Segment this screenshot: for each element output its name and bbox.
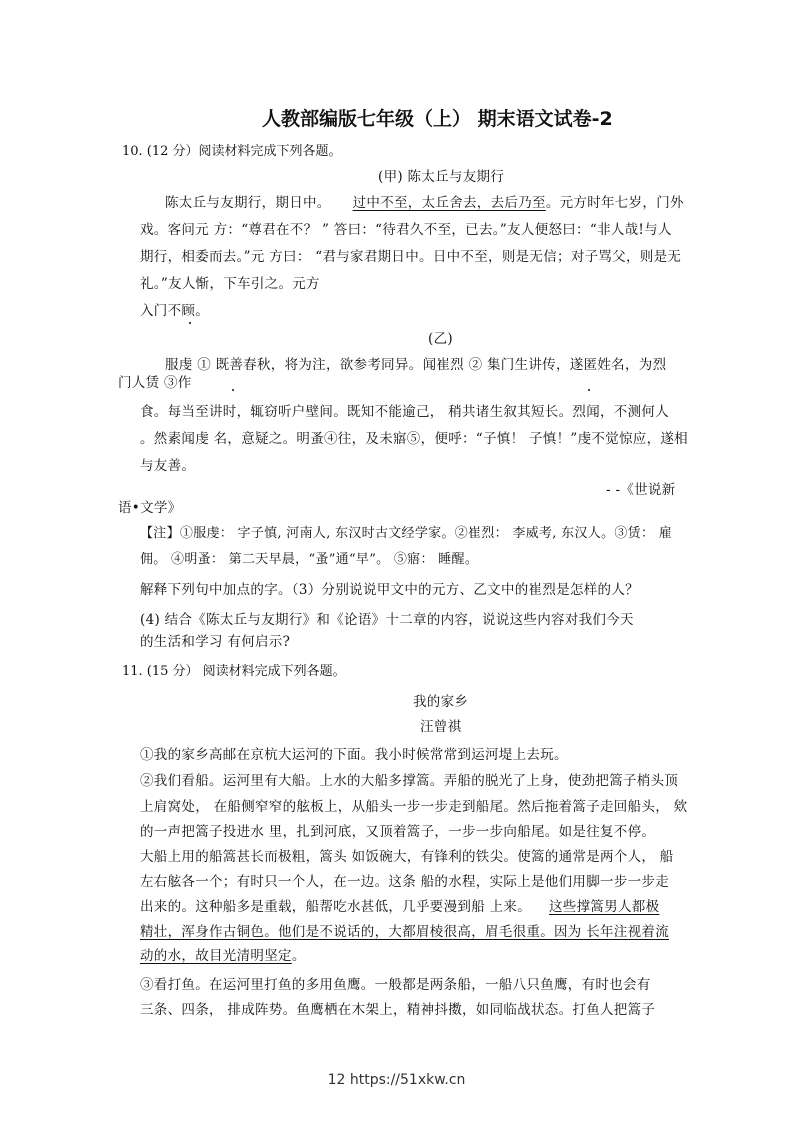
emphasis-dot — [232, 389, 234, 391]
essay-paragraph — [140, 944, 306, 964]
jia-underlined-text: 过中不至，太丘舍去，去后乃至 — [352, 195, 546, 211]
passage-yi-line: 服虔 ① 既善春秋，将为注，欲参考同异。闻崔烈 ② 集门生讲传，遂匿姓名，为烈 — [165, 357, 667, 373]
jia-text: 陈太丘与友期行，期日中。 — [165, 195, 331, 211]
passage-jia-line: 期行，相委而去。”元 方曰： “君与家君期日中。日中不至，则是无信；对子骂父，则是无 — [140, 249, 682, 265]
passage-yi-line: 与友善。 — [140, 458, 196, 474]
emphasis-dot — [588, 389, 590, 391]
essay-underlined-text: 动的水，故目光清明坚定 — [140, 948, 292, 964]
task-4: (4) 结合《陈太丘与友期行》和《论语》十二章的内容，说说这些内容对我们今天 — [140, 612, 634, 628]
essay-paragraph: 大船上用的船篙甚长而极粗，篙头 如饭碗大，有锋利的铁尖。使篙的通常是两个人， 船 — [140, 849, 674, 865]
essay-text: 。 — [291, 948, 306, 964]
essay-paragraph: 的一声把篙子投进水 里，扎到河底，又顶着篙子，一步一步向船尾。如是往复不停。 — [140, 824, 656, 840]
jia-text: 。元方时年七岁，门外 — [545, 195, 684, 211]
essay-title: 我的家乡 — [413, 694, 469, 710]
question-10-heading: 10. (12 分）阅读材料完成下列各题。 — [122, 144, 342, 159]
passage-jia-title: (甲) 陈太丘与友期行 — [378, 169, 505, 185]
question-11-heading: 11. (15 分） 阅读材料完成下列各题。 — [122, 664, 346, 679]
passage-yi-line: 。然素闻虔 名，意疑之。明蚤④往，及未寤⑤，便呼：“子慎！ 子慎！”虔不觉惊应，遂相 — [140, 431, 688, 447]
task-3: 解释下列句中加点的字。（3）分别说说甲文中的元方、乙文中的崔烈是怎样的人？ — [140, 582, 639, 598]
passage-jia-line — [165, 191, 684, 211]
page-footer: 12 https://51xkw.cn — [327, 1072, 466, 1088]
passage-jia-line: 入门不顾。 — [140, 303, 209, 319]
passage-source: - -《世说新 — [606, 482, 676, 498]
annotation-note: 【注】①服虔： 字子慎, 河南人, 东汉时古文经学家。②崔烈： 李威考, 东汉人。③赁： 雇 — [140, 526, 672, 541]
task-4: 的生活和学习 有何启示? — [140, 634, 291, 650]
essay-paragraph: ③看打鱼。在运河里打鱼的多用鱼鹰。一般都是两条船，一船八只鱼鹰，有时也会有 — [140, 977, 651, 993]
essay-underlined-text: 精壮，浑身作古铜色。他们是不说话的，大都眉棱很高，眉毛很重。因为 长年注视着流 — [140, 924, 669, 940]
passage-jia-line: 礼。”友人惭，下车引之。元方 — [140, 276, 320, 292]
passage-yi-line: 门人赁 ③作 — [118, 375, 192, 391]
essay-paragraph — [140, 895, 659, 915]
essay-underlined-text: 这些撑篙男人都极 — [549, 899, 660, 915]
essay-paragraph: ①我的家乡高邮在京杭大运河的下面。我小时候常常到运河堤上去玩。 — [140, 747, 568, 763]
passage-yi-title: (乙) — [428, 331, 453, 347]
passage-source: 语•文学》 — [118, 500, 182, 516]
essay-paragraph: 上肩窝处， 在船侧窄窄的舷板上，从船头一步一步走到船尾。然后拖着篙子走回船头， 欸 — [140, 799, 688, 815]
essay-paragraph: 左右舷各一个；有时只一个人，在一边。这条 船的水程，实际上是他们用脚一步一步走 — [140, 874, 669, 890]
page-title: 人教部编版七年级（上） 期末语文试卷-2 — [262, 108, 613, 130]
essay-paragraph: ②我们看船。运河里有大船。上水的大船多撑篙。弄船的脱光了上身，使劲把篙子梢头顶 — [140, 773, 679, 789]
passage-yi-line: 食。每当至讲时，辄窃听户壁间。既知不能逾己， 稍共诸生叙其短长。烈闻，不测何人 — [140, 404, 669, 420]
passage-jia-line: 戏。客问元 方：“尊君在不？ ” 答曰：“待君久不至，已去。”友人便怒曰：“非人哉!与人 — [140, 222, 672, 238]
essay-paragraph: 三条、四条， 排成阵势。鱼鹰栖在木架上，精神抖擞，如同临战状态。打鱼人把篙子 — [140, 1002, 656, 1018]
emphasis-dot — [189, 322, 191, 324]
essay-author: 汪曾祺 — [420, 719, 462, 735]
essay-text: 出来的。这种船多是重载，船帮吃水甚低，几乎要漫到船 上来。 — [140, 899, 531, 915]
annotation-note: 佣。 ④明蚤： 第二天早晨，“蚤”通“早”。 ⑤寤： 睡醒。 — [140, 552, 479, 567]
